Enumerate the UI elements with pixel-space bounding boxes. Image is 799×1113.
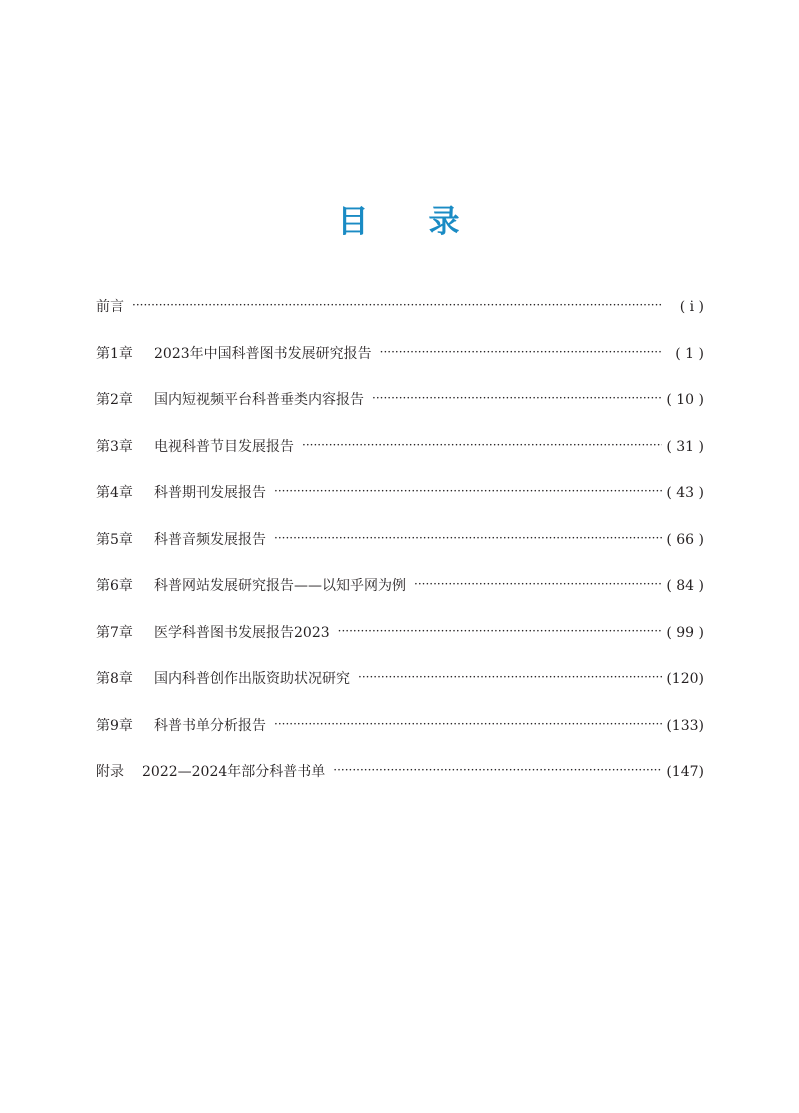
toc-entry-appendix[interactable]: [96, 757, 704, 804]
toc-entry-name: 科普网站发展研究报告——以知乎网为例: [154, 578, 406, 594]
toc-entry-chapter-4[interactable]: [96, 478, 704, 525]
toc-entry-name: 2022—2024年部分科普书单: [142, 764, 326, 780]
page-title: [0, 196, 799, 241]
toc-entry-name: 科普期刊发展报告: [154, 485, 266, 501]
toc-page-number: ( 1 ): [675, 345, 704, 362]
dot-leader: [414, 569, 662, 599]
dot-leader: [358, 662, 662, 692]
toc-page-number: (120): [666, 671, 704, 687]
dot-leader: [132, 290, 662, 320]
dot-leader: [372, 383, 662, 413]
dot-leader: [274, 476, 662, 506]
title-char-1: 目: [337, 204, 371, 240]
dot-leader: [338, 616, 662, 646]
toc-chapter-label: 第3章: [96, 438, 133, 455]
toc-entry-chapter-8[interactable]: [96, 664, 704, 711]
toc-entry-name: 医学科普图书发展报告2023: [154, 624, 330, 641]
dot-leader: [302, 430, 662, 460]
toc-chapter-label: 附录: [96, 764, 124, 780]
toc-entry-name: 电视科普节目发展报告: [154, 438, 294, 455]
toc-chapter-label: 第6章: [96, 578, 133, 594]
toc-entry-chapter-1[interactable]: [96, 339, 704, 386]
toc-entry-name: 前言: [96, 299, 124, 315]
table-of-contents: [96, 292, 704, 804]
toc-page-number: (133): [666, 717, 704, 734]
toc-page-number: ( ⅰ ): [679, 299, 704, 315]
toc-page-number: ( 43 ): [666, 485, 704, 501]
dot-leader: [380, 337, 662, 367]
toc-chapter-label: 第4章: [96, 485, 133, 501]
toc-entry-name: 科普书单分析报告: [154, 717, 266, 734]
toc-entry-chapter-6[interactable]: [96, 571, 704, 618]
toc-entry-name: 2023年中国科普图书发展研究报告: [154, 345, 372, 362]
dot-leader: [274, 709, 662, 739]
toc-chapter-label: 第9章: [96, 717, 133, 734]
toc-entry-name: 科普音频发展报告: [154, 531, 266, 548]
toc-entry-chapter-2[interactable]: [96, 385, 704, 432]
toc-entry-chapter-3[interactable]: [96, 432, 704, 479]
toc-entry-name: 国内短视频平台科普垂类内容报告: [154, 392, 364, 408]
title-char-2: 录: [428, 204, 462, 240]
toc-entry-chapter-9[interactable]: [96, 711, 704, 758]
toc-chapter-label: 第2章: [96, 392, 133, 408]
toc-page-number: ( 31 ): [666, 438, 704, 455]
toc-entry-chapter-5[interactable]: [96, 525, 704, 572]
toc-entry-name: 国内科普创作出版资助状况研究: [154, 671, 350, 687]
dot-leader: [333, 755, 662, 785]
dot-leader: [274, 523, 662, 553]
toc-entry-chapter-7[interactable]: [96, 618, 704, 665]
toc-chapter-label: 第5章: [96, 531, 133, 548]
toc-page-number: (147): [666, 764, 704, 780]
toc-chapter-label: 第1章: [96, 345, 133, 362]
toc-entry-preface[interactable]: [96, 292, 704, 339]
toc-page-number: ( 66 ): [666, 531, 704, 548]
toc-page-number: ( 99 ): [666, 624, 704, 641]
toc-page-number: ( 84 ): [666, 578, 704, 594]
toc-page-number: ( 10 ): [666, 392, 704, 408]
toc-chapter-label: 第8章: [96, 671, 133, 687]
toc-chapter-label: 第7章: [96, 624, 133, 641]
